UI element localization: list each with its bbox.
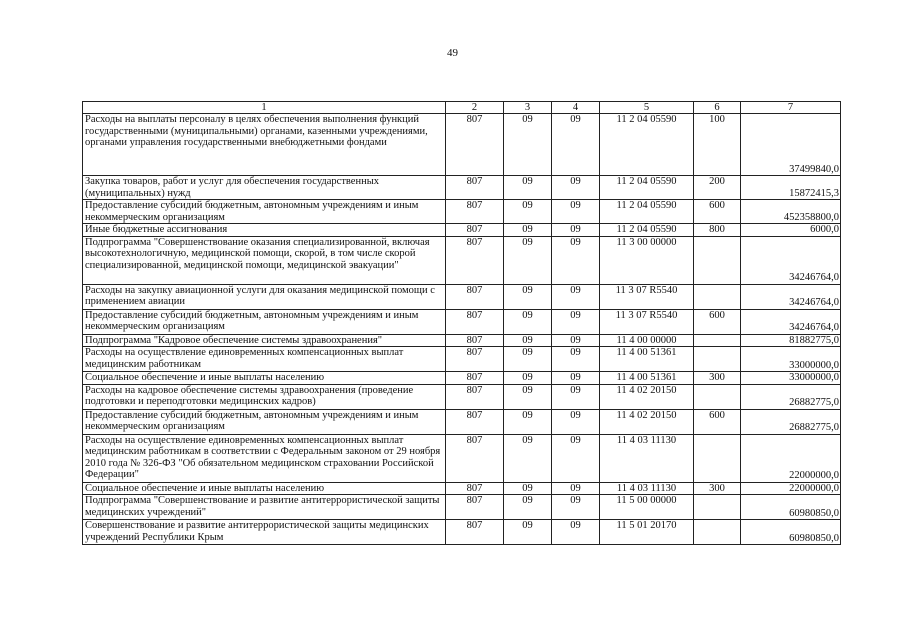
amount-cell: 34246764,0 bbox=[741, 284, 841, 309]
budget-table bbox=[82, 101, 841, 545]
subsection-code-cell: 09 bbox=[552, 224, 600, 237]
amount-cell: 60980850,0 bbox=[741, 495, 841, 520]
target-article-code-cell: 11 5 01 20170 bbox=[600, 520, 694, 545]
ministry-code-cell: 807 bbox=[446, 384, 504, 409]
target-article-code-cell: 11 4 00 00000 bbox=[600, 334, 694, 347]
amount-cell: 81882775,0 bbox=[741, 334, 841, 347]
expense-type-code-cell: 100 bbox=[694, 114, 741, 176]
target-article-code-cell: 11 5 00 00000 bbox=[600, 495, 694, 520]
expense-name-cell: Предоставление субсидий бюджетным, автономным учреждениям и иным некоммерческим организациям bbox=[83, 200, 446, 224]
header-cell: 5 bbox=[600, 102, 694, 114]
expense-type-code-cell: 800 bbox=[694, 224, 741, 237]
table-row bbox=[83, 409, 841, 434]
section-code-cell: 09 bbox=[504, 372, 552, 385]
section-code-cell: 09 bbox=[504, 309, 552, 334]
target-article-code-cell: 11 4 00 51361 bbox=[600, 372, 694, 385]
table-row bbox=[83, 372, 841, 385]
target-article-code-cell: 11 2 04 05590 bbox=[600, 200, 694, 224]
table-row bbox=[83, 520, 841, 545]
expense-type-code-cell bbox=[694, 384, 741, 409]
expense-name-cell: Социальное обеспечение и иные выплаты населению bbox=[83, 482, 446, 495]
section-code-cell: 09 bbox=[504, 520, 552, 545]
expense-type-code-cell: 600 bbox=[694, 409, 741, 434]
table-row bbox=[83, 482, 841, 495]
subsection-code-cell: 09 bbox=[552, 236, 600, 284]
subsection-code-cell: 09 bbox=[552, 520, 600, 545]
amount-cell: 34246764,0 bbox=[741, 309, 841, 334]
table-row bbox=[83, 434, 841, 482]
expense-name-cell: Расходы на кадровое обеспечение системы здравоохранения (проведение подготовки и переподготовки медицинских кадров) bbox=[83, 384, 446, 409]
target-article-code-cell: 11 3 07 R5540 bbox=[600, 309, 694, 334]
section-code-cell: 09 bbox=[504, 284, 552, 309]
section-code-cell: 09 bbox=[504, 482, 552, 495]
page-number: 49 bbox=[447, 47, 458, 59]
header-cell: 7 bbox=[741, 102, 841, 114]
expense-name-cell: Подпрограмма "Кадровое обеспечение системы здравоохранения" bbox=[83, 334, 446, 347]
subsection-code-cell: 09 bbox=[552, 495, 600, 520]
amount-cell: 22000000,0 bbox=[741, 434, 841, 482]
expense-name-cell: Закупка товаров, работ и услуг для обеспечения государственных (муниципальных) нужд bbox=[83, 176, 446, 200]
section-code-cell: 09 bbox=[504, 236, 552, 284]
expense-type-code-cell bbox=[694, 284, 741, 309]
target-article-code-cell: 11 3 00 00000 bbox=[600, 236, 694, 284]
amount-cell: 26882775,0 bbox=[741, 384, 841, 409]
table-header bbox=[83, 102, 841, 114]
subsection-code-cell: 09 bbox=[552, 372, 600, 385]
target-article-code-cell: 11 4 00 51361 bbox=[600, 347, 694, 372]
amount-cell: 452358800,0 bbox=[741, 200, 841, 224]
header-cell: 6 bbox=[694, 102, 741, 114]
expense-name-cell: Расходы на выплаты персоналу в целях обеспечения выполнения функций государственными (муниципальными) органами, казенными учреждениями, органами управления государственными внебюджетными фондами bbox=[83, 114, 446, 176]
amount-cell: 6000,0 bbox=[741, 224, 841, 237]
target-article-code-cell: 11 4 03 11130 bbox=[600, 434, 694, 482]
section-code-cell: 09 bbox=[504, 347, 552, 372]
target-article-code-cell: 11 2 04 05590 bbox=[600, 176, 694, 200]
ministry-code-cell: 807 bbox=[446, 334, 504, 347]
table-row bbox=[83, 334, 841, 347]
ministry-code-cell: 807 bbox=[446, 347, 504, 372]
expense-name-cell: Расходы на осуществление единовременных компенсационных выплат медицинским работникам bbox=[83, 347, 446, 372]
table-row bbox=[83, 384, 841, 409]
expense-type-code-cell bbox=[694, 347, 741, 372]
amount-cell: 34246764,0 bbox=[741, 236, 841, 284]
section-code-cell: 09 bbox=[504, 409, 552, 434]
expense-type-code-cell bbox=[694, 334, 741, 347]
subsection-code-cell: 09 bbox=[552, 334, 600, 347]
target-article-code-cell: 11 4 02 20150 bbox=[600, 384, 694, 409]
expense-name-cell: Подпрограмма "Совершенствование и развитие антитеррористической защиты медицинских учреждений" bbox=[83, 495, 446, 520]
section-code-cell: 09 bbox=[504, 434, 552, 482]
subsection-code-cell: 09 bbox=[552, 482, 600, 495]
table-row bbox=[83, 309, 841, 334]
ministry-code-cell: 807 bbox=[446, 495, 504, 520]
expense-type-code-cell: 600 bbox=[694, 309, 741, 334]
amount-cell: 60980850,0 bbox=[741, 520, 841, 545]
target-article-code-cell: 11 2 04 05590 bbox=[600, 224, 694, 237]
table-row bbox=[83, 347, 841, 372]
subsection-code-cell: 09 bbox=[552, 114, 600, 176]
expense-name-cell: Иные бюджетные ассигнования bbox=[83, 224, 446, 237]
section-code-cell: 09 bbox=[504, 114, 552, 176]
amount-cell: 33000000,0 bbox=[741, 372, 841, 385]
ministry-code-cell: 807 bbox=[446, 372, 504, 385]
table-row bbox=[83, 284, 841, 309]
section-code-cell: 09 bbox=[504, 384, 552, 409]
section-code-cell: 09 bbox=[504, 176, 552, 200]
table-row bbox=[83, 176, 841, 200]
table-row bbox=[83, 495, 841, 520]
header-row bbox=[83, 102, 841, 114]
target-article-code-cell: 11 2 04 05590 bbox=[600, 114, 694, 176]
amount-cell: 22000000,0 bbox=[741, 482, 841, 495]
ministry-code-cell: 807 bbox=[446, 482, 504, 495]
subsection-code-cell: 09 bbox=[552, 200, 600, 224]
header-cell: 2 bbox=[446, 102, 504, 114]
ministry-code-cell: 807 bbox=[446, 434, 504, 482]
subsection-code-cell: 09 bbox=[552, 347, 600, 372]
target-article-code-cell: 11 4 02 20150 bbox=[600, 409, 694, 434]
expense-name-cell: Социальное обеспечение и иные выплаты населению bbox=[83, 372, 446, 385]
header-cell: 3 bbox=[504, 102, 552, 114]
subsection-code-cell: 09 bbox=[552, 409, 600, 434]
expense-name-cell: Расходы на закупку авиационной услуги для оказания медицинской помощи с применением авиации bbox=[83, 284, 446, 309]
subsection-code-cell: 09 bbox=[552, 309, 600, 334]
expense-name-cell: Предоставление субсидий бюджетным, автономным учреждениям и иным некоммерческим организациям bbox=[83, 409, 446, 434]
amount-cell: 15872415,3 bbox=[741, 176, 841, 200]
amount-cell: 26882775,0 bbox=[741, 409, 841, 434]
table-row bbox=[83, 200, 841, 224]
subsection-code-cell: 09 bbox=[552, 176, 600, 200]
expense-type-code-cell: 200 bbox=[694, 176, 741, 200]
expense-type-code-cell bbox=[694, 434, 741, 482]
expense-type-code-cell: 300 bbox=[694, 372, 741, 385]
ministry-code-cell: 807 bbox=[446, 520, 504, 545]
ministry-code-cell: 807 bbox=[446, 309, 504, 334]
expense-type-code-cell: 600 bbox=[694, 200, 741, 224]
expense-name-cell: Предоставление субсидий бюджетным, автономным учреждениям и иным некоммерческим организациям bbox=[83, 309, 446, 334]
header-cell: 1 bbox=[83, 102, 446, 114]
subsection-code-cell: 09 bbox=[552, 384, 600, 409]
ministry-code-cell: 807 bbox=[446, 200, 504, 224]
ministry-code-cell: 807 bbox=[446, 284, 504, 309]
ministry-code-cell: 807 bbox=[446, 114, 504, 176]
subsection-code-cell: 09 bbox=[552, 284, 600, 309]
ministry-code-cell: 807 bbox=[446, 236, 504, 284]
section-code-cell: 09 bbox=[504, 334, 552, 347]
target-article-code-cell: 11 3 07 R5540 bbox=[600, 284, 694, 309]
header-cell: 4 bbox=[552, 102, 600, 114]
ministry-code-cell: 807 bbox=[446, 176, 504, 200]
expense-name-cell: Совершенствование и развитие антитеррористической защиты медицинских учреждений Республики Крым bbox=[83, 520, 446, 545]
expense-type-code-cell bbox=[694, 236, 741, 284]
expense-name-cell: Подпрограмма "Совершенствование оказания специализированной, включая высокотехнологичную, медицинской помощи, скорой, в том числе скорой специализированной, медицинской помощи, медицинской эвакуации" bbox=[83, 236, 446, 284]
expense-type-code-cell: 300 bbox=[694, 482, 741, 495]
expense-type-code-cell bbox=[694, 495, 741, 520]
expense-type-code-cell bbox=[694, 520, 741, 545]
section-code-cell: 09 bbox=[504, 200, 552, 224]
table-row bbox=[83, 224, 841, 237]
ministry-code-cell: 807 bbox=[446, 224, 504, 237]
table-row bbox=[83, 114, 841, 176]
section-code-cell: 09 bbox=[504, 224, 552, 237]
amount-cell: 37499840,0 bbox=[741, 114, 841, 176]
table-row bbox=[83, 236, 841, 284]
subsection-code-cell: 09 bbox=[552, 434, 600, 482]
table-body bbox=[83, 114, 841, 545]
expense-name-cell: Расходы на осуществление единовременных компенсационных выплат медицинским работникам в соответствии с Федеральным законом от 29 ноября 2010 года № 326-ФЗ "Об обязательном медицинском страховании Российской Федерации" bbox=[83, 434, 446, 482]
ministry-code-cell: 807 bbox=[446, 409, 504, 434]
target-article-code-cell: 11 4 03 11130 bbox=[600, 482, 694, 495]
amount-cell: 33000000,0 bbox=[741, 347, 841, 372]
section-code-cell: 09 bbox=[504, 495, 552, 520]
